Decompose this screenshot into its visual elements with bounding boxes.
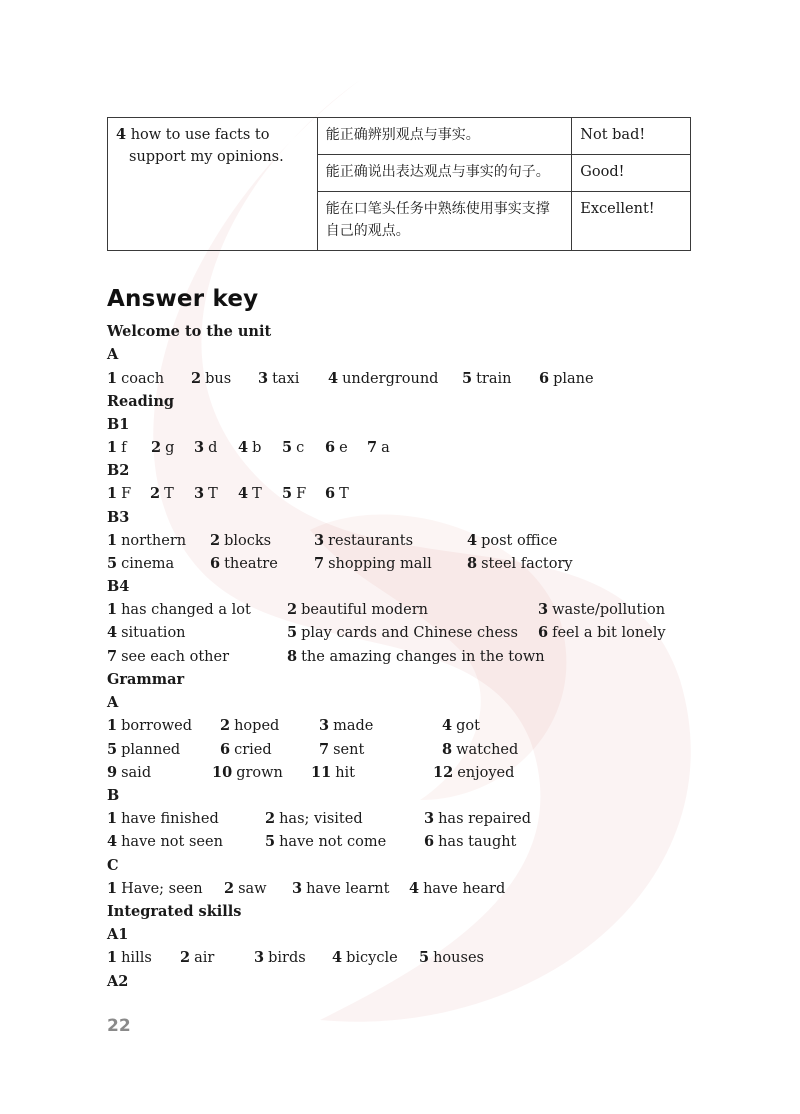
- answer-item: 7 sent: [319, 741, 365, 758]
- section-heading-integrated-skills: Integrated skills: [107, 903, 242, 920]
- answer-item: 3 taxi: [258, 370, 300, 387]
- page-number: 22: [107, 1016, 131, 1036]
- answer-item: 4 got: [442, 717, 480, 734]
- subsection-label: A1: [107, 926, 129, 943]
- answer-item: 7 shopping mall: [314, 555, 432, 572]
- answer-item: 6 cried: [220, 741, 272, 758]
- answer-item: 10 grown: [212, 764, 283, 781]
- answer-item: 3 d: [194, 439, 218, 456]
- answer-item: 5 F: [282, 485, 307, 502]
- answer-item: 5 play cards and Chinese chess: [287, 624, 518, 641]
- answer-item: 5 cinema: [107, 555, 175, 572]
- rating-cell: Not bad!: [572, 118, 691, 155]
- rating-cell: Excellent!: [572, 192, 691, 251]
- answer-item: 1 F: [107, 485, 132, 502]
- section-heading-reading: Reading: [107, 393, 174, 410]
- answer-item: 1 Have; seen: [107, 880, 203, 897]
- answer-item: 12 enjoyed: [433, 764, 515, 781]
- answer-item: 3 T: [194, 485, 218, 502]
- answer-key-title: Answer key: [107, 286, 259, 312]
- answer-item: 4 underground: [328, 370, 439, 387]
- criterion-cell: 能在口笔头任务中熟练使用事实支撑自己的观点。: [317, 192, 572, 251]
- answer-item: 1 borrowed: [107, 717, 192, 734]
- answer-item: 3 birds: [254, 949, 306, 966]
- section-heading-grammar: Grammar: [107, 671, 185, 688]
- answer-item: 2 beautiful modern: [287, 601, 428, 618]
- section-heading-welcome: Welcome to the unit: [107, 323, 272, 340]
- answer-item: 2 blocks: [210, 532, 272, 549]
- answer-item: 5 train: [462, 370, 512, 387]
- answer-item: 3 restaurants: [314, 532, 414, 549]
- answer-item: 3 waste/pollution: [538, 601, 666, 618]
- answer-item: 5 houses: [419, 949, 484, 966]
- subsection-label: B: [107, 787, 120, 804]
- answer-item: 4 have heard: [409, 880, 506, 897]
- answer-item: 4 bicycle: [332, 949, 398, 966]
- answer-item: 4 T: [238, 485, 262, 502]
- answer-item: 2 bus: [191, 370, 232, 387]
- subsection-label: C: [107, 857, 119, 874]
- answer-item: 5 planned: [107, 741, 181, 758]
- answer-item: 6 plane: [539, 370, 594, 387]
- answer-item: 11 hit: [311, 764, 355, 781]
- answer-item: 4 have not seen: [107, 833, 223, 850]
- answer-item: 4 post office: [467, 532, 558, 549]
- answer-item: 3 has repaired: [424, 810, 531, 827]
- answer-item: 3 made: [319, 717, 374, 734]
- answer-item: 2 hoped: [220, 717, 280, 734]
- subsection-label: A: [107, 694, 119, 711]
- answer-item: 4 situation: [107, 624, 186, 641]
- answer-item: 5 c: [282, 439, 305, 456]
- answer-item: 3 have learnt: [292, 880, 390, 897]
- answer-item: 8 steel factory: [467, 555, 573, 572]
- answer-item: 5 have not come: [265, 833, 387, 850]
- answer-item: 6 T: [325, 485, 349, 502]
- answer-item: 2 has; visited: [265, 810, 363, 827]
- answer-item: 8 watched: [442, 741, 519, 758]
- answer-item: 2 g: [151, 439, 175, 456]
- subsection-label: B4: [107, 578, 130, 595]
- answer-item: 2 T: [150, 485, 174, 502]
- self-assessment-table: [107, 117, 691, 251]
- answer-item: 1 f: [107, 439, 127, 456]
- answer-item: 7 see each other: [107, 648, 230, 665]
- table-row: [108, 118, 691, 155]
- answer-item: 6 theatre: [210, 555, 278, 572]
- criterion-cell: 能正确辨别观点与事实。: [317, 118, 572, 155]
- subsection-label: B1: [107, 416, 130, 433]
- answer-item: 1 northern: [107, 532, 187, 549]
- answer-item: 4 b: [238, 439, 262, 456]
- answer-item: 6 e: [325, 439, 348, 456]
- subsection-label: B2: [107, 462, 130, 479]
- answer-item: 6 feel a bit lonely: [538, 624, 666, 641]
- topic-text: how to use facts to: [130, 127, 270, 143]
- answer-item: 1 has changed a lot: [107, 601, 251, 618]
- answer-item: 2 air: [180, 949, 215, 966]
- subsection-label: A2: [107, 973, 129, 990]
- answer-item: 7 a: [367, 439, 390, 456]
- answer-item: 2 saw: [224, 880, 267, 897]
- subsection-label: B3: [107, 509, 130, 526]
- topic-cell: [108, 118, 318, 251]
- answer-item: 9 said: [107, 764, 152, 781]
- answer-item: 1 hills: [107, 949, 152, 966]
- criterion-cell: 能正确说出表达观点与事实的句子。: [317, 155, 572, 192]
- answer-item: 1 coach: [107, 370, 165, 387]
- answer-item: 8 the amazing changes in the town: [287, 648, 545, 665]
- rating-cell: Good!: [572, 155, 691, 192]
- topic-number: 4: [116, 126, 127, 143]
- answer-item: 1 have finished: [107, 810, 219, 827]
- topic-text-continued: support my opinions.: [129, 149, 284, 165]
- answer-item: 6 has taught: [424, 833, 517, 850]
- subsection-label: A: [107, 346, 119, 363]
